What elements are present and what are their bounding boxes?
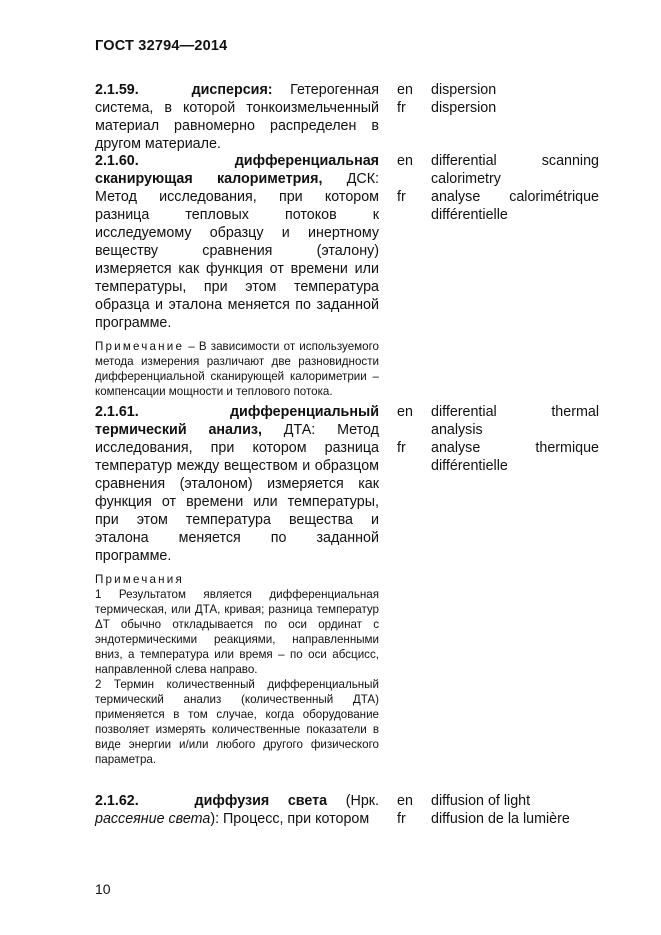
term-fr: analyse calorimétrique différentielle	[431, 189, 599, 223]
note-text: – В зависимости от используемого метода измерения различают две разновидности дифференциальной сканирующей калориметрии – компенсации мощности и теплового потока.	[95, 340, 379, 398]
page-header: ГОСТ 32794—2014	[95, 38, 228, 54]
lang-row-fr	[397, 439, 599, 475]
lang-code-fr: fr	[397, 811, 406, 827]
deprecated-prefix: (Нрк.	[345, 793, 379, 809]
page-number: 10	[95, 881, 111, 897]
term-number: 2.1.60.	[95, 153, 139, 169]
term-definition: ДСК: Метод исследования, при котором разница тепловых потоков к исследуемому образцу и инертному веществу сравнения (эталону) измеряется как функция от времени или температуры, при этом температура образца и эталона меняется по заданной программе.	[95, 171, 379, 331]
lang-code-fr: fr	[397, 440, 406, 456]
term-fr: diffusion de la lumière	[431, 811, 570, 827]
lang-code-fr: fr	[397, 189, 406, 205]
translations	[397, 81, 599, 117]
lang-code-en: en	[397, 82, 413, 98]
translations	[397, 403, 599, 475]
note-label: Примечание	[95, 340, 185, 353]
lang-code-fr: fr	[397, 100, 406, 116]
lang-code-en: en	[397, 153, 413, 169]
term-name: дифференциальная сканирующая калориметрия,	[95, 153, 379, 187]
term-fr: analyse thermique différentielle	[431, 440, 599, 474]
term-en: dispersion	[431, 82, 497, 98]
lang-code-en: en	[397, 793, 413, 809]
translations	[397, 152, 599, 224]
deprecated-term: рассеяние света	[95, 811, 211, 827]
term-definition: ДТА: Метод исследования, при котором разница температур между веществом и образцом сравнения (эталоном) измеряется как функция от времени или температуры, при этом температура вещества и эталона меняется по заданной программе.	[95, 422, 379, 564]
lang-row-en	[397, 792, 599, 810]
term-fr: dispersion	[431, 100, 497, 116]
note-2: 2 Термин количественный дифференциальный термический анализ (количественный ДТА) применяется в том случае, когда оборудование позволяет измерять количественные показатели в виде энергии и/или любого другого физического параметра.	[95, 678, 379, 766]
term-name: дифференциальный термический анализ,	[95, 404, 379, 438]
lang-row-fr	[397, 99, 599, 117]
lang-code-en: en	[397, 404, 413, 420]
lang-row-fr	[397, 810, 599, 828]
term-number: 2.1.59.	[95, 82, 139, 98]
term-en: differential thermal analysis	[431, 404, 599, 438]
term-notes	[95, 572, 379, 767]
term-name: диффузия света	[194, 793, 328, 809]
term-text	[95, 792, 379, 828]
term-en: differential scanning calorimetry	[431, 153, 599, 187]
term-text	[95, 152, 379, 399]
lang-row-en	[397, 403, 599, 439]
term-note	[95, 339, 379, 399]
term-name: дисперсия:	[191, 82, 273, 98]
notes-label: Примечания	[95, 573, 184, 586]
translations	[397, 792, 599, 828]
term-text	[95, 403, 379, 767]
term-en: diffusion of light	[431, 793, 531, 809]
lang-row-en	[397, 152, 599, 188]
term-definition: ): Процесс, при котором	[210, 811, 370, 827]
term-number: 2.1.62.	[95, 793, 139, 809]
lang-row-fr	[397, 188, 599, 224]
lang-row-en	[397, 81, 599, 99]
term-number: 2.1.61.	[95, 404, 139, 420]
term-definition: Гетерогенная система, в которой тонкоизмельченный материал равномерно распределен в другом материале.	[95, 82, 379, 152]
term-text	[95, 81, 379, 153]
note-1: 1 Результатом является дифференциальная термическая, или ДТА, кривая; разница температур ΔT обычно откладывается по оси ординат с эндотермическими реакциями, направленными вниз, а температура или время – по оси абсцисс, направленной слева направо.	[95, 588, 379, 676]
